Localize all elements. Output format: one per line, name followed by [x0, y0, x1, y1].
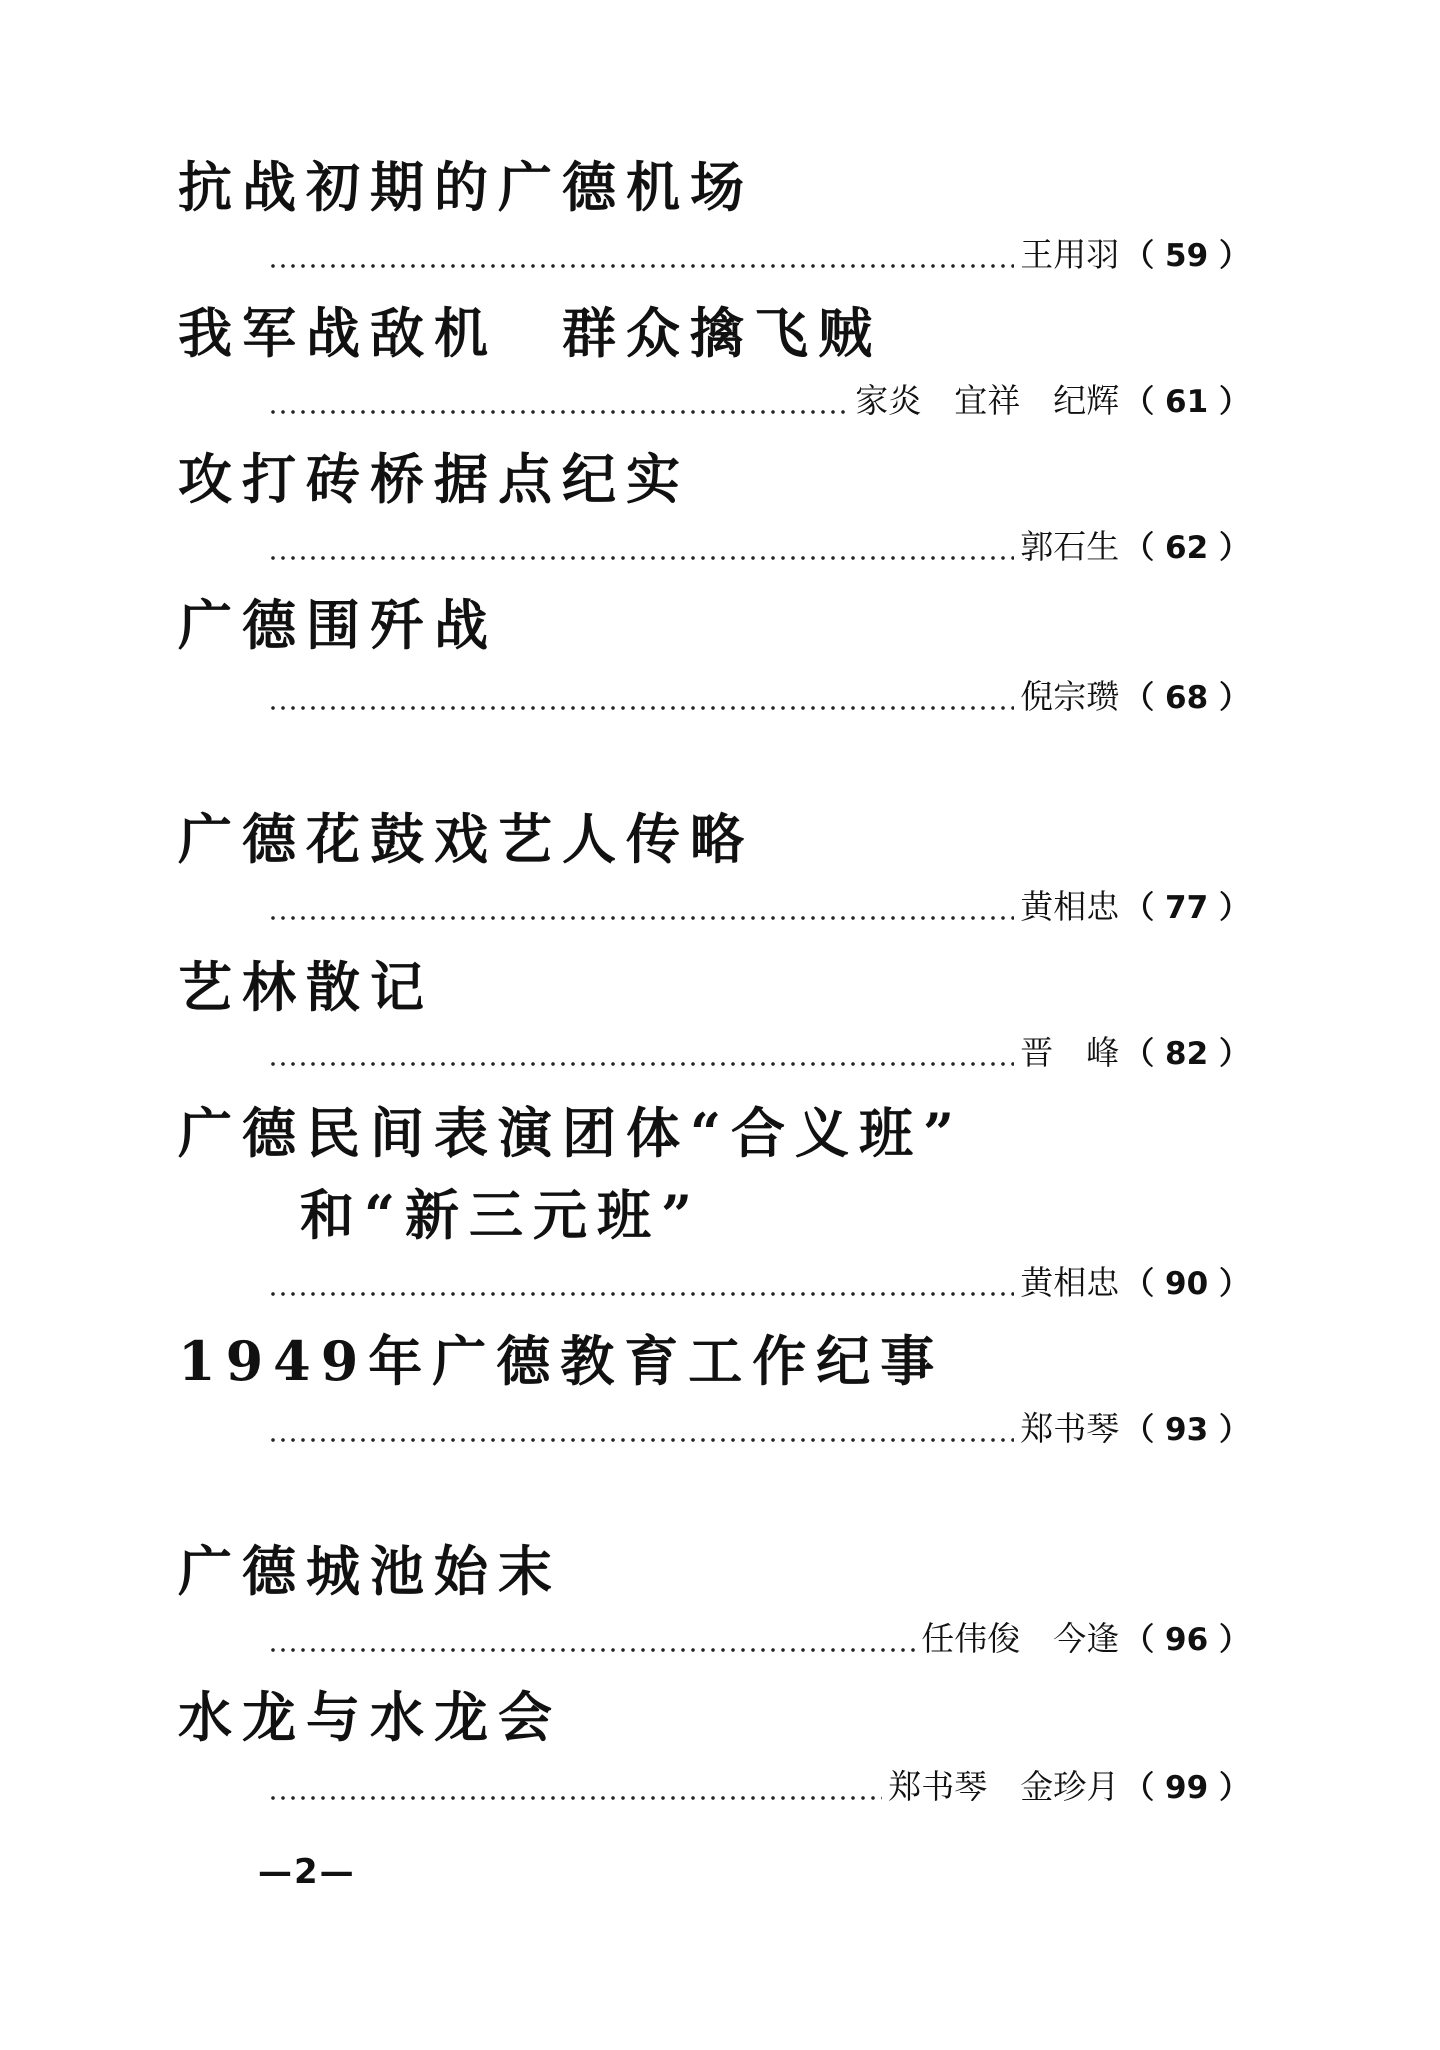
leader-dots [268, 410, 849, 414]
toc-entry-leader [268, 1767, 1250, 1814]
toc-entry-title: 广德城池始末 [178, 1539, 562, 1603]
page-number: —2— [258, 1852, 356, 1892]
leader-dots [268, 1648, 915, 1652]
toc-entry-title-line2: 和“新三元班” [300, 1183, 703, 1247]
leader-dots [268, 1796, 882, 1800]
toc-entry-author: 黄相忠 [1020, 887, 1120, 926]
toc-entry-page: （ 93 ） [1123, 1412, 1250, 1448]
toc-entry-page: （ 96 ） [1123, 1622, 1250, 1658]
toc-entry-author: 倪宗瓒 [1020, 677, 1120, 716]
toc-entry-author: 王用羽 [1020, 235, 1120, 274]
toc-entry-title: 广德花鼓戏艺人传略 [178, 807, 754, 871]
leader-dots [268, 556, 1014, 560]
toc-entry-leader [268, 887, 1250, 934]
toc-entry-page: （ 61 ） [1123, 384, 1250, 420]
toc-entry-leader [268, 527, 1250, 574]
toc-entry-title: 水龙与水龙会 [178, 1685, 562, 1749]
toc-entry-author: 郑书琴 [1020, 1409, 1120, 1448]
toc-entry-author: 晋 峰 [1020, 1033, 1120, 1072]
toc-entry-author: 家炎 宜祥 纪辉 [855, 381, 1120, 420]
toc-entry-author: 郭石生 [1020, 527, 1120, 566]
toc-entry-leader [268, 1409, 1250, 1456]
leader-dots [268, 264, 1014, 268]
toc-entry-page: （ 99 ） [1123, 1770, 1250, 1806]
toc-entry-leader [268, 1033, 1250, 1080]
toc-entry-title: 攻打砖桥据点纪实 [178, 447, 690, 511]
toc-entry-page: （ 77 ） [1123, 890, 1250, 926]
toc-entry-title: 艺林散记 [178, 955, 434, 1019]
toc-entry-leader [268, 235, 1250, 282]
toc-entry-author: 黄相忠 [1020, 1263, 1120, 1302]
toc-entry-title: 抗战初期的广德机场 [178, 155, 754, 219]
toc-entry-author: 任伟俊 今逢 [921, 1619, 1120, 1658]
toc-entry-leader [268, 1263, 1250, 1310]
toc-entry-leader [268, 677, 1250, 724]
toc-entry-title: 广德民间表演团体“合义班” [178, 1101, 965, 1165]
toc-entry-leader [268, 381, 1250, 428]
toc-entry-page: （ 62 ） [1123, 530, 1250, 566]
leader-dots [268, 706, 1014, 710]
leader-dots [268, 1062, 1014, 1066]
toc-entry-page: （ 82 ） [1123, 1036, 1250, 1072]
toc-entry-title: 1949年广德教育工作纪事 [178, 1329, 945, 1393]
toc-entry-leader [268, 1619, 1250, 1666]
toc-entry-page: （ 68 ） [1123, 680, 1250, 716]
toc-entry-page: （ 90 ） [1123, 1266, 1250, 1302]
leader-dots [268, 916, 1014, 920]
leader-dots [268, 1438, 1014, 1442]
toc-entry-title: 广德围歼战 [178, 593, 498, 657]
toc-entry-page: （ 59 ） [1123, 238, 1250, 274]
toc-entry-title: 我军战敌机 群众擒飞贼 [178, 301, 882, 365]
leader-dots [268, 1292, 1014, 1296]
toc-entry-author: 郑书琴 金珍月 [888, 1767, 1120, 1806]
